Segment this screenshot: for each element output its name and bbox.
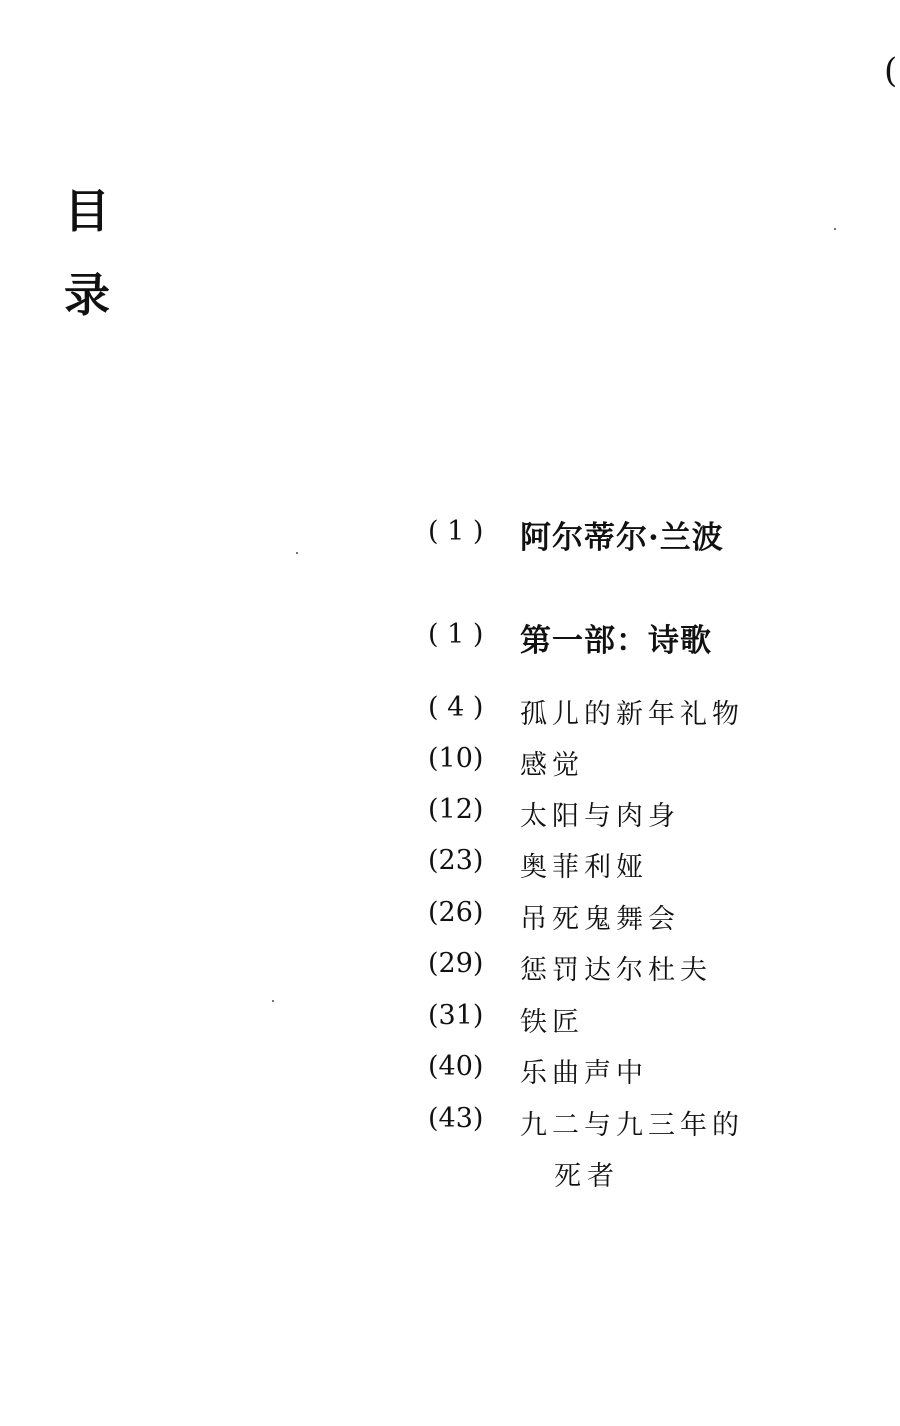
toc-page-number: (31) (428, 1000, 484, 1031)
toc-page-number: (29) (428, 948, 484, 979)
toc-page-number: ( 4 ) (428, 692, 484, 723)
toc-title: 乐曲声中 (520, 1058, 648, 1089)
toc-title: 吊死鬼舞会 (520, 904, 680, 935)
toc-page-number: (26) (428, 897, 484, 928)
toc-page-number: ( 1 ) (428, 516, 484, 547)
page-edge-bracket: ( (884, 51, 898, 91)
scan-speck (296, 552, 298, 554)
toc-page-number: (10) (428, 743, 484, 774)
toc-title: 第一部：诗歌 (520, 623, 712, 659)
toc-title: 感觉 (520, 750, 584, 781)
toc-page-number: ( 1 ) (428, 619, 484, 650)
toc-page-number: (23) (428, 845, 484, 876)
toc-title: 太阳与肉身 (520, 801, 680, 832)
scan-speck (272, 1000, 274, 1002)
toc-title: 铁匠 (520, 1007, 584, 1038)
toc-title-continuation: 死者 (554, 1161, 620, 1192)
toc-title: 孤儿的新年礼物 (520, 699, 744, 730)
toc-page-number: (43) (428, 1103, 484, 1134)
toc-page-number: (12) (428, 794, 484, 825)
heading-char-1: 目 (64, 184, 110, 238)
toc-title: 惩罚达尔杜夫 (520, 955, 712, 986)
toc-title: 阿尔蒂尔·兰波 (520, 520, 724, 556)
toc-title: 奥菲利娅 (520, 852, 648, 883)
toc-page-number: (40) (428, 1051, 484, 1082)
scan-speck (834, 228, 836, 230)
toc-title: 九二与九三年的 (520, 1110, 744, 1141)
heading-char-2: 录 (64, 268, 110, 322)
